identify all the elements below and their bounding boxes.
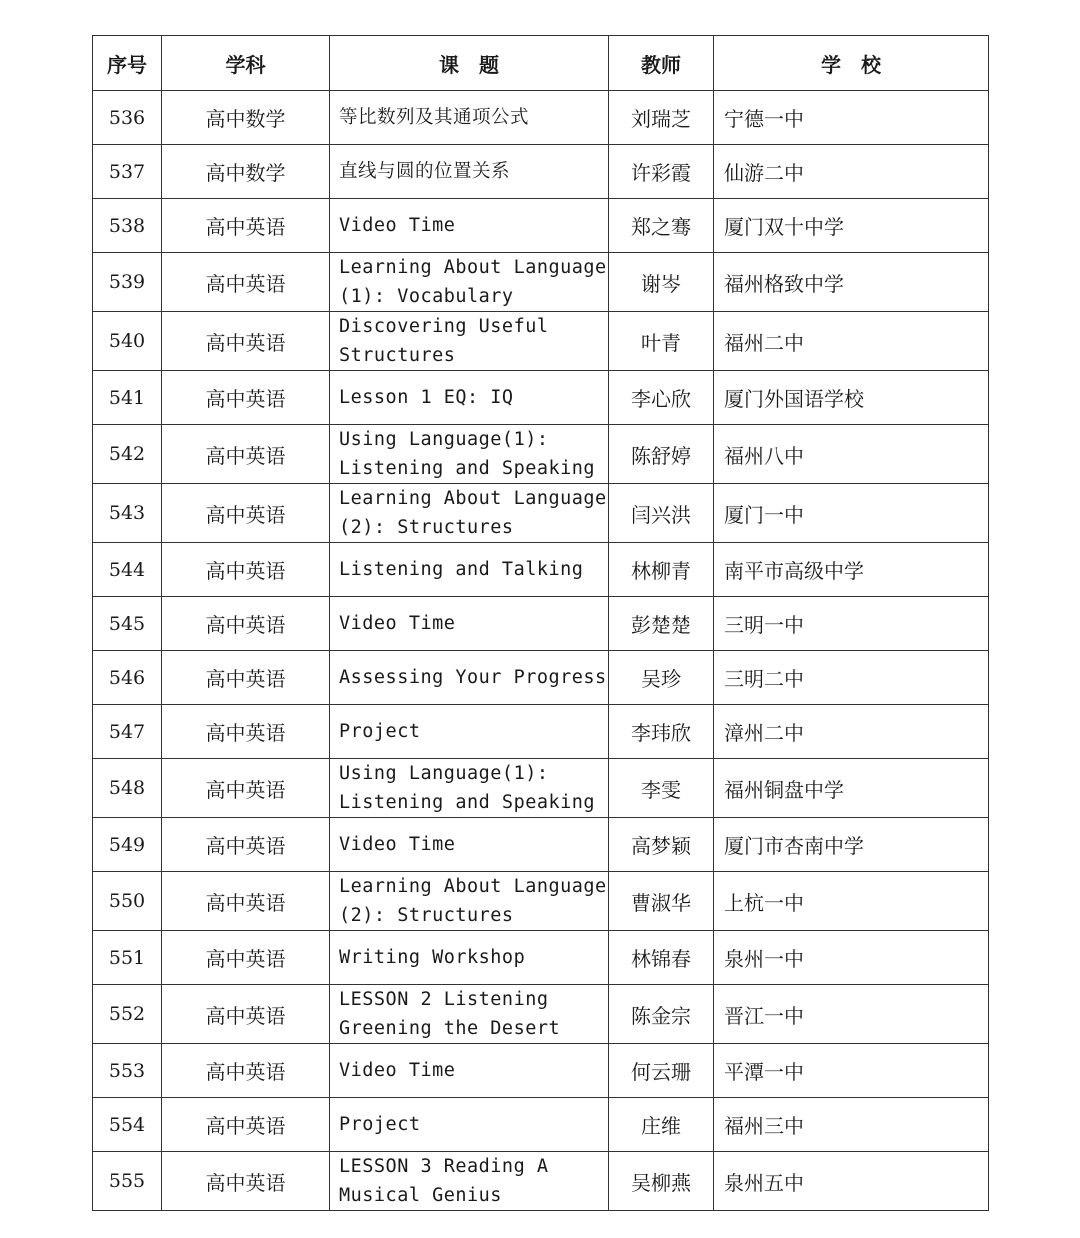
table-row bbox=[93, 1098, 989, 1152]
subject-cell: 高中英语 bbox=[162, 872, 330, 931]
teacher-cell: 许彩霞 bbox=[609, 145, 714, 199]
subject-cell: 高中数学 bbox=[162, 145, 330, 199]
teacher-cell: 曹淑华 bbox=[609, 872, 714, 931]
topic-cell: 直线与圆的位置关系 bbox=[330, 145, 609, 199]
row-number-cell: 539 bbox=[93, 253, 162, 312]
topic-cell: Using Language(1): Listening and Speaking bbox=[330, 759, 609, 818]
teacher-cell: 陈金宗 bbox=[609, 985, 714, 1044]
subject-cell: 高中英语 bbox=[162, 371, 330, 425]
teacher-cell: 李玮欣 bbox=[609, 705, 714, 759]
row-number-cell: 546 bbox=[93, 651, 162, 705]
table-row bbox=[93, 651, 989, 705]
topic-cell: Learning About Language (2): Structures bbox=[330, 872, 609, 931]
row-number-cell: 536 bbox=[93, 91, 162, 145]
school-cell: 泉州一中 bbox=[714, 931, 989, 985]
table-row bbox=[93, 818, 989, 872]
header-school: 学 校 bbox=[714, 36, 989, 91]
subject-cell: 高中英语 bbox=[162, 818, 330, 872]
row-number-cell: 537 bbox=[93, 145, 162, 199]
row-number-cell: 555 bbox=[93, 1152, 162, 1211]
school-cell: 福州八中 bbox=[714, 425, 989, 484]
subject-cell: 高中英语 bbox=[162, 597, 330, 651]
teacher-cell: 刘瑞芝 bbox=[609, 91, 714, 145]
school-cell: 上杭一中 bbox=[714, 872, 989, 931]
table-row bbox=[93, 253, 989, 312]
table-row bbox=[93, 931, 989, 985]
teacher-cell: 郑之骞 bbox=[609, 199, 714, 253]
school-cell: 南平市高级中学 bbox=[714, 543, 989, 597]
subject-cell: 高中英语 bbox=[162, 651, 330, 705]
table-row bbox=[93, 543, 989, 597]
school-cell: 厦门市杏南中学 bbox=[714, 818, 989, 872]
table-row bbox=[93, 484, 989, 543]
table-row bbox=[93, 425, 989, 484]
table-row bbox=[93, 312, 989, 371]
row-number-cell: 544 bbox=[93, 543, 162, 597]
school-cell: 仙游二中 bbox=[714, 145, 989, 199]
school-cell: 厦门双十中学 bbox=[714, 199, 989, 253]
subject-cell: 高中英语 bbox=[162, 543, 330, 597]
row-number-cell: 540 bbox=[93, 312, 162, 371]
teacher-cell: 庄维 bbox=[609, 1098, 714, 1152]
teacher-cell: 李心欣 bbox=[609, 371, 714, 425]
subject-cell: 高中英语 bbox=[162, 1044, 330, 1098]
teacher-cell: 林柳青 bbox=[609, 543, 714, 597]
subject-cell: 高中英语 bbox=[162, 759, 330, 818]
school-cell: 三明二中 bbox=[714, 651, 989, 705]
subject-cell: 高中英语 bbox=[162, 931, 330, 985]
table-row bbox=[93, 145, 989, 199]
teacher-cell: 吴柳燕 bbox=[609, 1152, 714, 1211]
subject-cell: 高中英语 bbox=[162, 1152, 330, 1211]
teacher-cell: 吴珍 bbox=[609, 651, 714, 705]
row-number-cell: 554 bbox=[93, 1098, 162, 1152]
teacher-cell: 彭楚楚 bbox=[609, 597, 714, 651]
school-cell: 福州二中 bbox=[714, 312, 989, 371]
school-cell: 泉州五中 bbox=[714, 1152, 989, 1211]
topic-cell: Project bbox=[330, 705, 609, 759]
topic-cell: Learning About Language (2): Structures bbox=[330, 484, 609, 543]
row-number-cell: 541 bbox=[93, 371, 162, 425]
table-row bbox=[93, 872, 989, 931]
school-cell: 宁德一中 bbox=[714, 91, 989, 145]
header-teacher: 教师 bbox=[609, 36, 714, 91]
school-cell: 福州格致中学 bbox=[714, 253, 989, 312]
header-row bbox=[93, 36, 989, 91]
table-row bbox=[93, 91, 989, 145]
row-number-cell: 553 bbox=[93, 1044, 162, 1098]
table-row bbox=[93, 597, 989, 651]
topic-cell: Project bbox=[330, 1098, 609, 1152]
subject-cell: 高中英语 bbox=[162, 1098, 330, 1152]
teacher-cell: 陈舒婷 bbox=[609, 425, 714, 484]
topic-cell: LESSON 2 Listening Greening the Desert bbox=[330, 985, 609, 1044]
topic-cell: Video Time bbox=[330, 818, 609, 872]
row-number-cell: 547 bbox=[93, 705, 162, 759]
table-body bbox=[93, 91, 989, 1211]
topic-cell: Video Time bbox=[330, 199, 609, 253]
row-number-cell: 551 bbox=[93, 931, 162, 985]
header-no: 序号 bbox=[93, 36, 162, 91]
teacher-cell: 叶青 bbox=[609, 312, 714, 371]
table-row bbox=[93, 1044, 989, 1098]
topic-cell: Video Time bbox=[330, 1044, 609, 1098]
teacher-cell: 李雯 bbox=[609, 759, 714, 818]
row-number-cell: 550 bbox=[93, 872, 162, 931]
subject-cell: 高中数学 bbox=[162, 91, 330, 145]
row-number-cell: 543 bbox=[93, 484, 162, 543]
school-cell: 厦门一中 bbox=[714, 484, 989, 543]
topic-cell: Listening and Talking bbox=[330, 543, 609, 597]
topic-cell: LESSON 3 Reading A Musical Genius bbox=[330, 1152, 609, 1211]
table-row bbox=[93, 199, 989, 253]
school-cell: 三明一中 bbox=[714, 597, 989, 651]
row-number-cell: 538 bbox=[93, 199, 162, 253]
header-subject: 学科 bbox=[162, 36, 330, 91]
subject-cell: 高中英语 bbox=[162, 253, 330, 312]
topic-cell: 等比数列及其通项公式 bbox=[330, 91, 609, 145]
table-row bbox=[93, 985, 989, 1044]
school-cell: 厦门外国语学校 bbox=[714, 371, 989, 425]
lesson-list-table bbox=[92, 35, 989, 1211]
row-number-cell: 545 bbox=[93, 597, 162, 651]
school-cell: 福州三中 bbox=[714, 1098, 989, 1152]
table-row bbox=[93, 705, 989, 759]
teacher-cell: 何云珊 bbox=[609, 1044, 714, 1098]
row-number-cell: 552 bbox=[93, 985, 162, 1044]
table-row bbox=[93, 759, 989, 818]
header-topic: 课 题 bbox=[330, 36, 609, 91]
topic-cell: Discovering Useful Structures bbox=[330, 312, 609, 371]
topic-cell: Learning About Language (1): Vocabulary bbox=[330, 253, 609, 312]
subject-cell: 高中英语 bbox=[162, 199, 330, 253]
table-row bbox=[93, 371, 989, 425]
subject-cell: 高中英语 bbox=[162, 312, 330, 371]
topic-cell: Assessing Your Progress bbox=[330, 651, 609, 705]
subject-cell: 高中英语 bbox=[162, 484, 330, 543]
teacher-cell: 高梦颖 bbox=[609, 818, 714, 872]
row-number-cell: 542 bbox=[93, 425, 162, 484]
teacher-cell: 谢岑 bbox=[609, 253, 714, 312]
subject-cell: 高中英语 bbox=[162, 985, 330, 1044]
teacher-cell: 闫兴洪 bbox=[609, 484, 714, 543]
teacher-cell: 林锦春 bbox=[609, 931, 714, 985]
topic-cell: Using Language(1): Listening and Speaking bbox=[330, 425, 609, 484]
topic-cell: Video Time bbox=[330, 597, 609, 651]
topic-cell: Lesson 1 EQ: IQ bbox=[330, 371, 609, 425]
row-number-cell: 548 bbox=[93, 759, 162, 818]
row-number-cell: 549 bbox=[93, 818, 162, 872]
school-cell: 福州铜盘中学 bbox=[714, 759, 989, 818]
school-cell: 漳州二中 bbox=[714, 705, 989, 759]
school-cell: 晋江一中 bbox=[714, 985, 989, 1044]
subject-cell: 高中英语 bbox=[162, 425, 330, 484]
school-cell: 平潭一中 bbox=[714, 1044, 989, 1098]
table-row bbox=[93, 1152, 989, 1211]
topic-cell: Writing Workshop bbox=[330, 931, 609, 985]
subject-cell: 高中英语 bbox=[162, 705, 330, 759]
